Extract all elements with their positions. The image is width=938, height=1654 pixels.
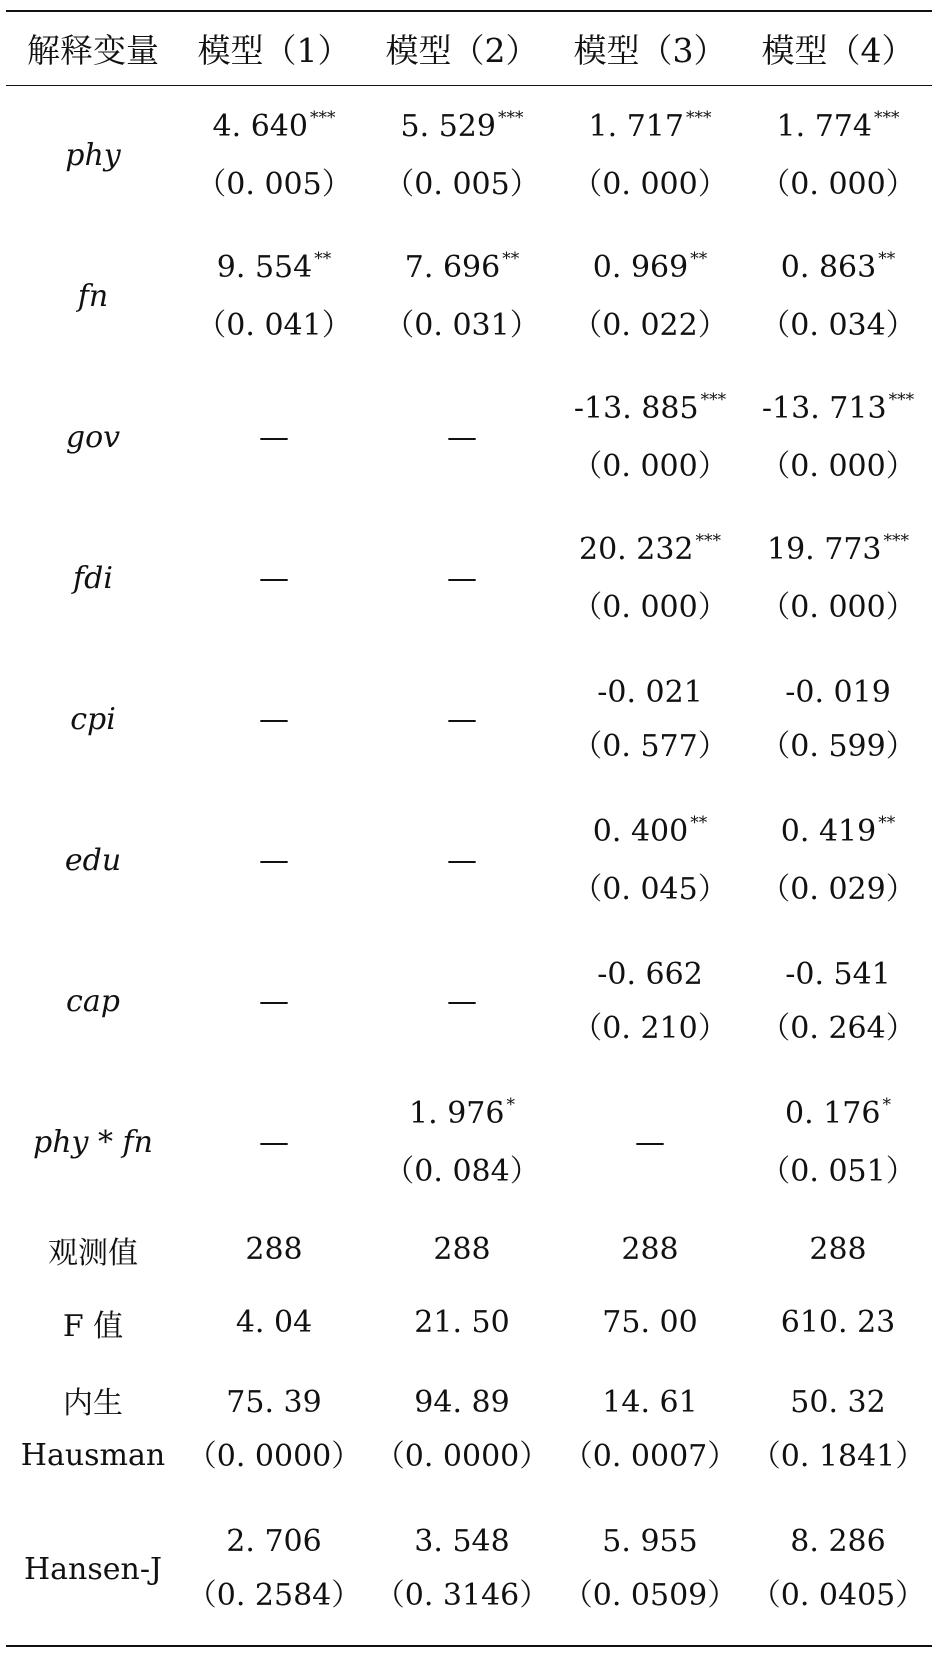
coefficient-value: 9. 554 [216,249,313,285]
coef-cell-model-2 [368,85,556,226]
p-value: （0. 0509） [562,1578,738,1613]
coefficient-line [180,100,368,158]
hansen-model-4 [744,1500,932,1638]
coefficient-line [368,100,556,158]
significance-stars: ** [878,248,896,269]
hansen-model-1 [180,1500,368,1638]
stat-value: 94. 89 [414,1384,510,1420]
coefficient-line [556,666,744,720]
not-applicable-dash: — [259,702,289,737]
coefficient-line [556,241,744,299]
coefficient-line [744,382,932,440]
coefficient-line [556,805,744,863]
coef-cell-model-1 [180,790,368,931]
coef-cell-model-1 [180,226,368,367]
table-bottom-rule [6,1645,932,1647]
stat-value: 75. 39 [226,1384,322,1420]
coef-cell-model-3 [556,649,744,790]
p-value: （0. 045） [572,871,728,907]
coefficient-line [744,100,932,158]
table-row [6,85,932,226]
header-row [6,12,932,85]
significance-stars: *** [497,107,524,128]
coefficient-line [556,523,744,581]
significance-stars: *** [700,389,727,410]
not-applicable-dash: — [447,561,477,596]
significance-stars: * [506,1094,515,1115]
coefficient-value: 0. 969 [592,249,689,285]
coefficient-line [180,241,368,299]
table-row [6,649,932,790]
coefficient-value: -13. 885 [573,390,699,426]
header-variable: 解释变量 [27,31,159,70]
coefficient-line [556,100,744,158]
stat-value: 2. 706 [226,1524,322,1559]
coef-cell-model-4 [744,85,932,226]
hausman-model-2 [368,1359,556,1500]
regression-results-table [6,12,932,1638]
not-applicable-dash: — [447,984,477,1019]
row-label-f-value: F 值 [62,1308,124,1344]
coefficient-line [368,1087,556,1145]
coefficient-value: 7. 696 [404,249,501,285]
significance-stars: ** [690,248,708,269]
coef-cell-model-4 [744,1072,932,1213]
not-applicable-dash: — [635,1125,665,1160]
significance-stars: *** [883,530,909,551]
row-label-hausman-line1: 内生 [63,1385,123,1421]
row-label-hansen-j: Hansen-J [23,1551,162,1587]
not-applicable-dash: — [259,843,289,878]
coefficient-line [368,241,556,299]
significance-stars: ** [502,248,520,269]
p-value: （0. 005） [196,166,352,202]
coef-cell-model-4 [744,790,932,931]
coefficient-value: 0. 419 [780,813,877,849]
table-row [6,1072,932,1213]
significance-stars: *** [888,389,915,410]
coef-cell-model-4 [744,508,932,649]
p-value: （0. 577） [572,728,728,764]
p-value: （0. 022） [572,307,728,343]
coef-cell-model-2 [368,226,556,367]
coefficient-line [744,523,932,581]
coefficient-value: 1. 774 [776,108,872,144]
coef-cell-model-2 [368,649,556,790]
coef-cell-model-3 [556,790,744,931]
header-model-3: 模型（3） [573,31,727,70]
p-value: （0. 051） [760,1153,916,1189]
table-row [6,367,932,508]
p-value: （0. 029） [760,871,916,907]
not-applicable-dash: — [447,843,477,878]
variable-name: gov [65,420,121,455]
coef-cell-model-2 [368,367,556,508]
hausman-model-4 [744,1359,932,1500]
not-applicable-dash: — [447,702,477,737]
table-row-hausman [6,1359,932,1500]
coefficient-line [744,666,932,720]
coefficient-value: 1. 976 [409,1095,505,1131]
table-row [6,508,932,649]
significance-stars: ** [314,248,332,269]
row-label-observations: 观测值 [48,1235,138,1271]
coefficient-value: 19. 773 [766,531,882,567]
coefficient-rows [6,85,932,1213]
p-value: （0. 000） [572,448,728,484]
p-value: （0. 0007） [562,1438,738,1474]
coef-cell-model-3 [556,226,744,367]
hausman-model-3 [556,1359,744,1500]
coefficient-line [556,382,744,440]
fval-model-1: 4. 04 [235,1305,313,1340]
coefficient-line [744,241,932,299]
hansen-model-3 [556,1500,744,1638]
significance-stars: *** [695,530,721,551]
p-value: （0. 000） [760,589,916,625]
header-model-1: 模型（1） [197,31,351,70]
coefficient-value: 0. 863 [780,249,877,285]
p-value: （0. 210） [572,1010,728,1046]
not-applicable-dash: — [447,420,477,455]
coefficient-line [556,948,744,1002]
row-label-hausman-line2: Hausman [20,1437,166,1473]
p-value: （0. 3146） [374,1578,550,1613]
p-value: （0. 599） [760,728,916,764]
coef-cell-model-4 [744,226,932,367]
coef-cell-model-2 [368,931,556,1072]
stat-value: 14. 61 [602,1384,698,1420]
coef-cell-model-1 [180,1072,368,1213]
coef-cell-model-2 [368,790,556,931]
coefficient-value: -0. 662 [597,956,703,992]
not-applicable-dash: — [259,561,289,596]
p-value: （0. 2584） [186,1578,362,1613]
coef-cell-model-1 [180,649,368,790]
coefficient-value: 1. 717 [588,108,684,144]
p-value: （0. 034） [760,307,916,343]
p-value: （0. 000） [760,448,916,484]
coef-cell-model-1 [180,931,368,1072]
table-row [6,226,932,367]
coefficient-value: 4. 640 [212,108,308,144]
coef-cell-model-3 [556,931,744,1072]
stat-value: 5. 955 [602,1524,698,1559]
coef-cell-model-1 [180,85,368,226]
obs-model-4: 288 [809,1232,867,1267]
not-applicable-dash: — [259,984,289,1019]
table-row-hansen-j [6,1500,932,1638]
variable-name: edu [64,843,122,878]
p-value: （0. 1841） [750,1438,926,1474]
coef-cell-model-1 [180,367,368,508]
coefficient-value: 5. 529 [400,108,496,144]
significance-stars: *** [873,107,900,128]
variable-name: phy [65,138,121,173]
row-label-hausman [6,1359,180,1500]
fval-model-4: 610. 23 [780,1305,896,1340]
coefficient-line [744,1087,932,1145]
stat-value: 8. 286 [790,1524,886,1559]
significance-stars: *** [685,107,712,128]
p-value: （0. 000） [572,166,728,202]
variable-name: cap [66,984,120,1019]
significance-stars: ** [878,812,896,833]
significance-stars: * [882,1094,891,1115]
obs-model-3: 288 [621,1232,679,1267]
coefficient-value: 20. 232 [578,531,694,567]
hausman-model-1 [180,1359,368,1500]
p-value: （0. 084） [384,1153,540,1189]
table-row [6,931,932,1072]
variable-name: fn [77,279,109,314]
coefficient-line [744,805,932,863]
p-value: （0. 0405） [750,1578,926,1613]
fval-model-2: 21. 50 [414,1305,510,1340]
coefficient-value: 0. 400 [592,813,689,849]
p-value: （0. 005） [384,166,540,202]
p-value: （0. 000） [572,589,728,625]
variable-name: cpi [70,702,116,737]
coef-cell-model-2 [368,508,556,649]
p-value: （0. 000） [760,166,916,202]
coef-cell-model-3 [556,367,744,508]
obs-model-1: 288 [245,1232,303,1267]
p-value: （0. 041） [196,307,352,343]
significance-stars: ** [690,812,708,833]
coef-cell-model-4 [744,649,932,790]
header-model-4: 模型（4） [761,31,915,70]
obs-model-2: 288 [433,1232,491,1267]
coefficient-value: -0. 021 [597,674,703,710]
coef-cell-model-2 [368,1072,556,1213]
coefficient-value: -13. 713 [761,390,887,426]
variable-name: fdi [73,561,113,596]
significance-stars: *** [309,107,336,128]
table-row [6,790,932,931]
coef-cell-model-3 [556,85,744,226]
hansen-model-2 [368,1500,556,1638]
coefficient-value: 0. 176 [785,1095,881,1131]
table-row-f-value [6,1286,932,1359]
stat-value: 3. 548 [414,1524,510,1559]
coef-cell-model-3 [556,508,744,649]
fval-model-3: 75. 00 [602,1305,698,1340]
coefficient-value: -0. 541 [785,956,891,992]
p-value: （0. 0000） [374,1438,550,1474]
stat-value: 50. 32 [790,1384,886,1420]
variable-name: phy * fn [33,1125,153,1160]
coef-cell-model-1 [180,508,368,649]
coef-cell-model-3 [556,1072,744,1213]
p-value: （0. 264） [760,1010,916,1046]
p-value: （0. 0000） [186,1438,362,1474]
table-row-observations [6,1213,932,1286]
not-applicable-dash: — [259,1125,289,1160]
coefficient-line [744,948,932,1002]
coefficient-value: -0. 019 [785,674,891,710]
coef-cell-model-4 [744,367,932,508]
coef-cell-model-4 [744,931,932,1072]
header-model-2: 模型（2） [385,31,539,70]
not-applicable-dash: — [259,420,289,455]
p-value: （0. 031） [384,307,540,343]
